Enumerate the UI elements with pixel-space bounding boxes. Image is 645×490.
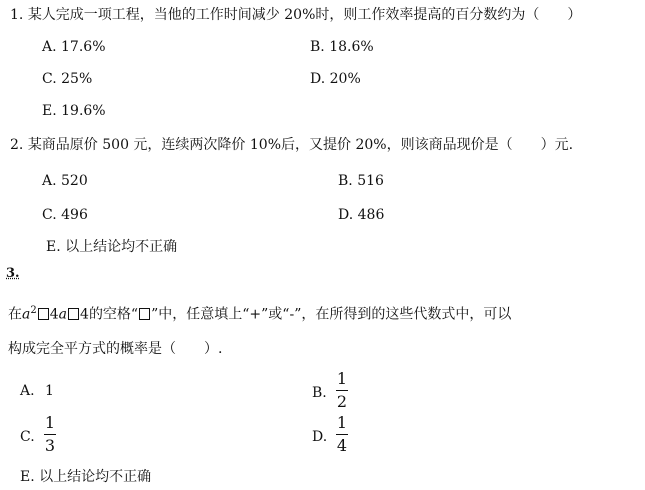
option-label: B. <box>338 173 353 189</box>
question-2-number: 2. <box>10 137 24 153</box>
option-label: A. <box>20 383 35 399</box>
option-text: 496 <box>61 207 88 223</box>
option-label: D. <box>310 71 326 87</box>
const: 4 <box>80 306 89 323</box>
question-2-text: 某商品原价 500 元，连续两次降价 10%后，又提价 20%，则该商品现价是（ ）元. <box>27 137 574 153</box>
q3-option-b-label: B. <box>312 385 327 401</box>
q3-option-b-fraction <box>336 370 348 411</box>
option-label: E. <box>42 103 57 119</box>
numerator: 1 <box>336 413 348 432</box>
blank-box <box>139 308 150 320</box>
blank-box <box>68 308 79 320</box>
option-text: 以上结论均不正确 <box>39 469 152 485</box>
question-2-stem <box>10 136 573 154</box>
numerator: 1 <box>336 369 348 388</box>
q3-option-d-label: D. <box>312 429 328 445</box>
option-label: D. <box>338 207 354 223</box>
q1-option-c <box>42 70 92 88</box>
fraction-bar <box>44 434 56 435</box>
q3-option-e <box>20 468 151 486</box>
q1-option-b <box>310 38 374 56</box>
q2-option-b <box>338 172 384 190</box>
var-a: a <box>22 306 31 323</box>
q2-option-a <box>42 172 88 190</box>
coef: 4 <box>49 306 59 323</box>
exponent: 2 <box>30 305 37 316</box>
q2-option-d <box>338 206 384 224</box>
question-1-text: 某人完成一项工程，当他的工作时间减少 20%时，则工作效率提高的百分数约为（ ） <box>27 7 582 23</box>
q3-option-c-label: C. <box>20 429 35 445</box>
var-a: a <box>58 306 68 323</box>
option-text: 516 <box>357 173 384 189</box>
question-1-number: 1. <box>10 7 24 23</box>
question-1-stem <box>10 6 581 24</box>
question-3-number: 3. <box>6 266 20 281</box>
option-text: 520 <box>61 173 88 189</box>
stem-text: ”中，任意填上“+”或“-”，在所得到的这些代数式中，可以 <box>151 306 512 323</box>
q3-option-d-fraction <box>336 414 348 455</box>
denominator: 4 <box>336 436 348 455</box>
option-label: E. <box>20 469 35 485</box>
option-label: C. <box>42 71 57 87</box>
option-text: 20% <box>329 71 361 87</box>
option-text: 18.6% <box>329 39 374 55</box>
q2-option-c <box>42 206 88 224</box>
fraction-bar <box>336 390 348 391</box>
option-text: 25% <box>61 71 93 87</box>
stem-text: 的空格“ <box>88 306 139 323</box>
blank-box <box>38 308 49 320</box>
q1-option-a <box>42 38 106 56</box>
q2-option-e <box>46 238 177 256</box>
option-text: 以上结论均不正确 <box>65 239 178 255</box>
option-label: E. <box>46 239 61 255</box>
option-label: B. <box>310 39 325 55</box>
q3-option-a <box>20 382 54 400</box>
option-text: 17.6% <box>61 39 106 55</box>
denominator: 3 <box>44 436 56 455</box>
numerator: 1 <box>44 413 56 432</box>
option-text: 1 <box>45 383 54 399</box>
option-label: C. <box>42 207 57 223</box>
q3-option-c-fraction <box>44 414 56 455</box>
q1-option-e <box>42 102 106 120</box>
denominator: 2 <box>336 392 348 411</box>
option-label: A. <box>42 39 57 55</box>
option-label: A. <box>42 173 57 189</box>
fraction-bar <box>336 434 348 435</box>
stem-text: 在 <box>8 306 22 323</box>
option-text: 486 <box>357 207 385 223</box>
question-3-stem-line-2: 构成完全平方式的概率是（ ）. <box>8 341 223 357</box>
q1-option-d <box>310 70 361 88</box>
option-text: 19.6% <box>61 103 106 119</box>
question-3-stem-line-1 <box>8 302 511 324</box>
